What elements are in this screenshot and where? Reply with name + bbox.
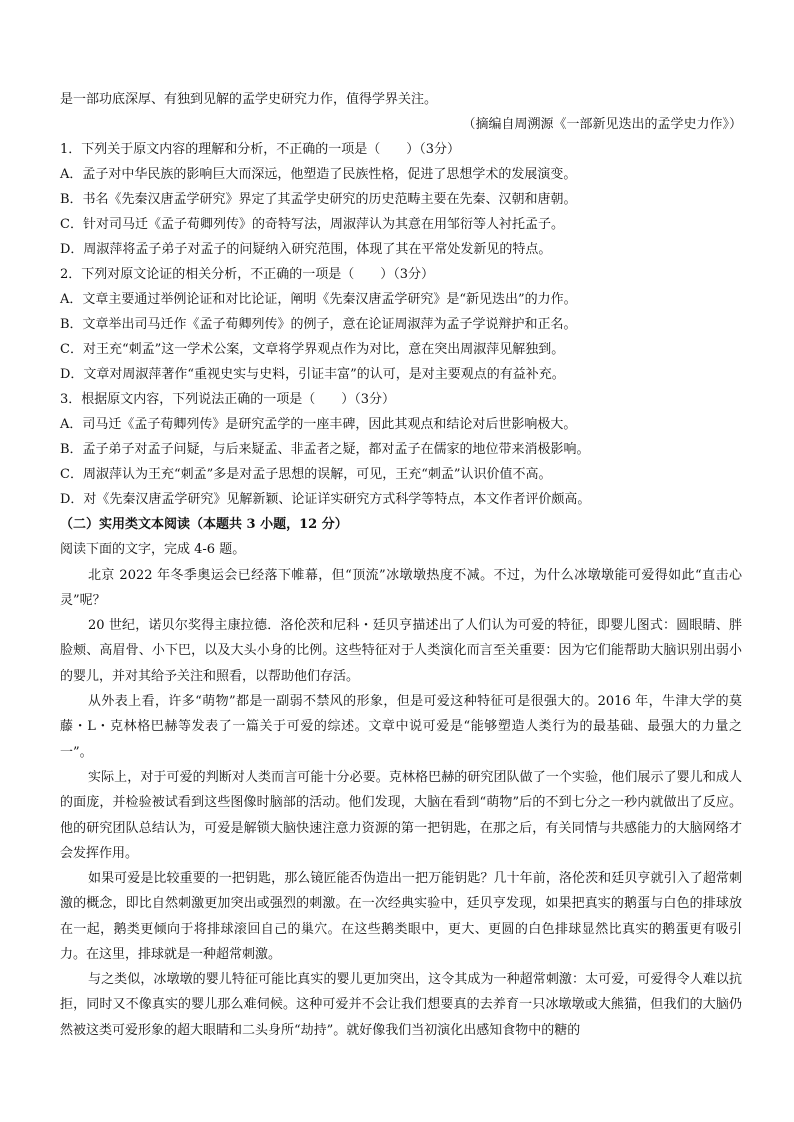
passage-paragraph: 如果可爱是比较重要的一把钥匙，那么镜匠能否伪造出一把万能钥匙？几十年前，洛伦茨和廷贝亨就引入了超常刺激的概念，即比自然刺激更加突出或强烈的刺激。在一次经典实验中，廷贝亨发现，如果把真实的鹅蛋与白色的排球放在一起，鹅类更倾向于将排球滚回自己的巢穴。在这些鹅类眼中，更大、更圆的白色排球显然比真实的鹅蛋更有吸引力。在这里，排球就是一种超常刺激。	[60, 871, 742, 962]
question-2-stem: 2．下列对原文论证的相关分析，不正确的一项是（ ）（3分）	[60, 267, 435, 282]
question-2-option-c: C．对王充“刺孟”这一学术公案，文章将学界观点作为对比，意在突出周淑萍见解独到。	[60, 342, 565, 357]
passage-paragraph: 从外表上看，许多“萌物”都是一副弱不禁风的形象，但是可爱这种特征可是很强大的。2016 年，牛津大学的莫藤・L・克林格巴赫等发表了一篇关于可爱的综述。文章中说可爱是“能够塑造人类行为的最基础、最强大的力量之一”。	[60, 694, 742, 760]
question-3-option-a: A．司马迁《孟子荀卿列传》是研究孟学的一座丰碑，因此其观点和结论对后世影响极大。	[60, 417, 577, 432]
passage-paragraph: 与之类似，冰墩墩的婴儿特征可能比真实的婴儿更加突出，这令其成为一种超常刺激：太可爱，可爱得令人难以抗拒，同时又不像真实的婴儿那么难伺候。这种可爱并不会让我们想要真的去养育一只冰墩墩或大熊猫，但我们的大脑仍然被这类可爱形象的超大眼睛和二头身所“劫持”。就好像我们当初演化出感知食物中的糖的	[60, 972, 742, 1038]
intro-line: 是一部功底深厚、有独到见解的孟学史研究力作，值得学界关注。	[60, 92, 438, 107]
reading-instruction: 阅读下面的文字，完成 4-6 题。	[60, 542, 246, 557]
question-1-option-c: C．针对司马迁《孟子荀卿列传》的奇特写法，周淑萍认为其意在用邹衍等人衬托孟子。	[60, 217, 564, 232]
question-2-option-b: B．文章举出司马迁作《孟子荀卿列传》的例子，意在论证周淑萍为孟子学说辩护和正名。	[60, 317, 577, 332]
question-3-stem: 3．根据原文内容，下列说法正确的一项是（ ）（3分）	[60, 392, 396, 407]
question-2-option-d: D．文章对周淑萍著作“重视史实与史料，引证丰富”的认可，是对主要观点的有益补充。	[60, 367, 565, 382]
question-3-option-b: B．孟子弟子对孟子问疑，与后来疑孟、非孟者之疑，都对孟子在儒家的地位带来消极影响。	[60, 442, 590, 457]
question-1-option-d: D．周淑萍将孟子弟子对孟子的问疑纳入研究范围，体现了其在平常处发新见的特点。	[60, 242, 552, 257]
passage-paragraph: 北京 2022 年冬季奥运会已经落下帷幕，但“顶流”冰墩墩热度不减。不过，为什么冰墩墩能可爱得如此“直击心灵”呢？	[60, 568, 742, 609]
question-3-option-d: D．对《先秦汉唐孟学研究》见解新颖、论证详实研究方式科学等特点，本文作者评价颇高。	[60, 492, 591, 507]
question-1-option-b: B．书名《先秦汉唐孟学研究》界定了其孟学史研究的历史范畴主要在先秦、汉朝和唐朝。	[60, 192, 577, 207]
source-citation: （摘编自周溯源《一部新见迭出的孟学史力作》）	[462, 117, 742, 132]
passage-paragraph: 实际上，对于可爱的判断对人类而言可能十分必要。克林格巴赫的研究团队做了一个实验，他们展示了婴儿和成人的面庞，并检验被试看到这些图像时脑部的活动。他们发现，大脑在看到“萌物”后的不到七分之一秒内就做出了反应。他的研究团队总结认为，可爱是解锁大脑快速注意力资源的第一把钥匙，在那之后，有关同情与共感能力的大脑网络才会发挥作用。	[60, 770, 742, 861]
question-1-option-a: A．孟子对中华民族的影响巨大而深远，他塑造了民族性格，促进了思想学术的发展演变。	[60, 167, 577, 182]
question-1-stem: 1．下列关于原文内容的理解和分析，不正确的一项是（ ）（3分）	[60, 142, 461, 157]
question-2-option-a: A．文章主要通过举例论证和对比论证，阐明《先秦汉唐孟学研究》是“新见迭出”的力作。	[60, 292, 577, 307]
section-heading: （二）实用类文本阅读（本题共 3 小题，12 分）	[60, 517, 348, 532]
passage-paragraph: 20 世纪，诺贝尔奖得主康拉德．洛伦茨和尼科・廷贝亨描述出了人们认为可爱的特征，即婴儿图式：圆眼睛、胖脸颊、高眉骨、小下巴，以及大头小身的比例。这些特征对于人类演化而言至关重要：因为它们能帮助大脑识别出弱小的婴儿，并对其给予关注和照看，以帮助他们存活。	[60, 618, 742, 684]
question-3-option-c: C．周淑萍认为王充“刺孟”多是对孟子思想的误解，可见，王充“刺孟”认识价值不高。	[60, 467, 552, 482]
